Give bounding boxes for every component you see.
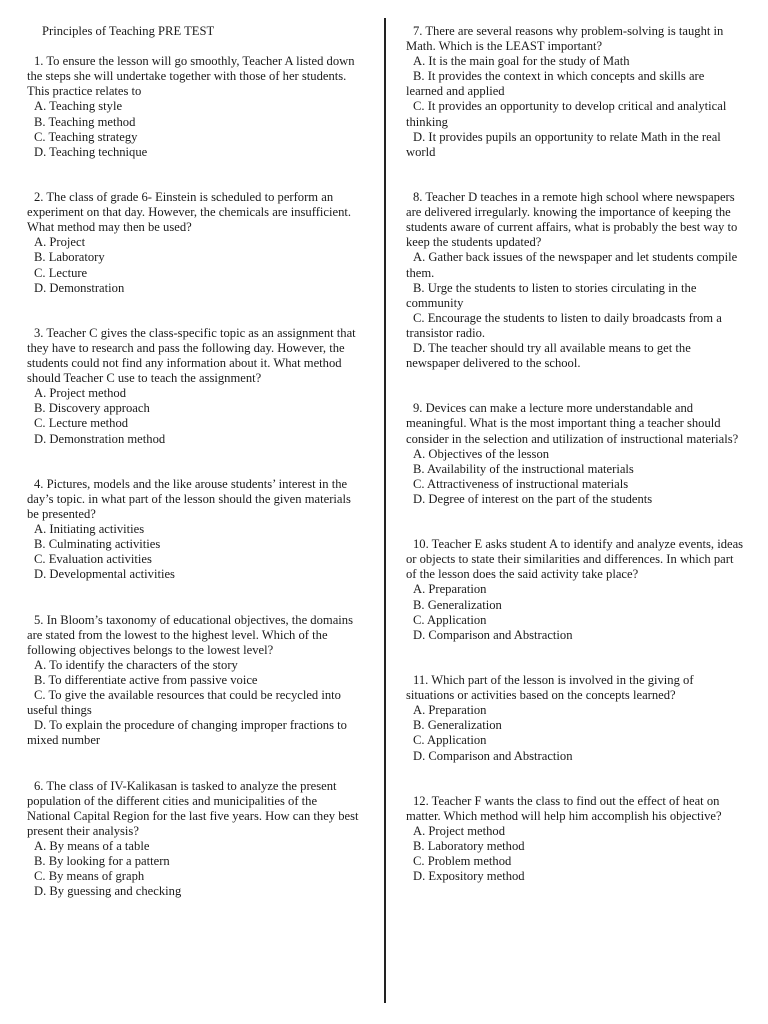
- question-11: [406, 673, 744, 764]
- question-2: [27, 190, 363, 296]
- option-a: A. Preparation: [413, 703, 487, 718]
- question-1: [27, 54, 363, 160]
- question-12: [406, 794, 744, 885]
- option-d: D. Teaching technique: [34, 144, 148, 159]
- option-d: D. The teacher should try all available means to get the newspaper delivered to the school.: [406, 340, 691, 371]
- option-c: C. Lecture: [34, 265, 88, 280]
- question-4: [27, 477, 363, 583]
- option-a: A. Project: [34, 235, 86, 250]
- question-stem: 8. Teacher D teaches in a remote high school where newspapers are delivered irregularly. knowing the importance of keeping the students aware of current affairs, what is probably the best way to keep the students updated?: [406, 190, 738, 250]
- question-stem: 10. Teacher E asks student A to identify and analyze events, ideas or objects to state their similarities and differences. In which part of the lesson does the said activity take place?: [406, 537, 744, 582]
- option-d: D. By guessing and checking: [34, 884, 182, 899]
- question-stem: 4. Pictures, models and the like arouse students’ interest in the day’s topic. in what part of the lesson should the given materials be presented?: [27, 476, 351, 521]
- option-d: D. Comparison and Abstraction: [413, 748, 573, 763]
- option-d: D. Demonstration method: [34, 431, 166, 446]
- option-c: C. It provides an opportunity to develop critical and analytical thinking: [406, 99, 727, 129]
- option-d: D. Demonstration: [34, 280, 125, 295]
- column-divider: [384, 18, 386, 1003]
- option-a: A. To identify the characters of the story: [34, 657, 238, 672]
- question-stem: 12. Teacher F wants the class to find out the effect of heat on matter. Which method will help him accomplish his objective?: [406, 793, 722, 823]
- option-b: B. Teaching method: [34, 114, 136, 129]
- option-c: C. Teaching strategy: [34, 129, 138, 144]
- option-a: A. It is the main goal for the study of Math: [413, 54, 630, 69]
- option-b: B. To differentiate active from passive voice: [34, 673, 258, 688]
- option-b: B. Laboratory: [34, 250, 105, 265]
- option-d: D. Degree of interest on the part of the students: [413, 491, 653, 506]
- option-a: A. By means of a table: [34, 839, 150, 854]
- option-d: D. Developmental activities: [34, 567, 175, 582]
- option-a: A. Gather back issues of the newspaper and let students compile them.: [406, 250, 738, 280]
- option-b: B. Discovery approach: [34, 401, 150, 416]
- option-c: C. To give the available resources that could be recycled into useful things: [27, 688, 341, 718]
- option-c: C. Application: [413, 733, 487, 748]
- question-10: [406, 537, 744, 643]
- document-title: Principles of Teaching PRE TEST: [42, 24, 215, 38]
- right-column: [406, 24, 744, 884]
- option-b: B. Laboratory method: [413, 839, 525, 854]
- option-a: A. Preparation: [413, 582, 487, 597]
- option-c: C. Encourage the students to listen to daily broadcasts from a transistor radio.: [406, 310, 722, 340]
- question-stem: 5. In Bloom’s taxonomy of educational objectives, the domains are stated from the lowest to the highest level. Which of the following objectives belongs to the lowest level?: [27, 612, 353, 657]
- left-column: [27, 24, 363, 899]
- question-stem: 7. There are several reasons why problem-solving is taught in Math. Which is the LEAST important?: [406, 24, 724, 54]
- option-d: D. To explain the procedure of changing improper fractions to mixed number: [27, 718, 347, 748]
- option-c: C. Evaluation activities: [34, 552, 152, 567]
- option-b: B. Availability of the instructional materials: [413, 461, 634, 476]
- option-a: A. Initiating activities: [34, 522, 145, 537]
- question-stem: 1. To ensure the lesson will go smoothly, Teacher A listed down the steps she will undertake together with those of her students. This practice relates to: [27, 54, 355, 99]
- option-c: C. Lecture method: [34, 416, 129, 431]
- option-d: D. Comparison and Abstraction: [413, 627, 573, 642]
- option-a: A. Teaching style: [34, 99, 123, 114]
- option-b: B. Generalization: [413, 597, 502, 612]
- question-stem: 6. The class of IV-Kalikasan is tasked to analyze the present population of the different cities and municipalities of the National Capital Region for the last five years. How can they best present their analysis?: [27, 778, 359, 838]
- option-b: B. It provides the context in which concepts and skills are learned and applied: [406, 69, 705, 99]
- question-6: [27, 779, 363, 900]
- question-stem: 11. Which part of the lesson is involved in the giving of situations or activities based on the concepts learned?: [406, 673, 694, 703]
- option-d: D. Expository method: [413, 869, 525, 884]
- option-b: B. Urge the students to listen to stories circulating in the community: [406, 280, 697, 310]
- option-a: A. Objectives of the lesson: [413, 446, 550, 461]
- option-b: B. Culminating activities: [34, 537, 161, 552]
- question-7: [406, 24, 744, 160]
- option-d: D. It provides pupils an opportunity to relate Math in the real world: [406, 129, 721, 159]
- option-c: C. By means of graph: [34, 869, 145, 884]
- question-5: [27, 613, 363, 749]
- option-c: C. Attractiveness of instructional materials: [413, 476, 629, 491]
- option-c: C. Application: [413, 612, 487, 627]
- option-b: B. Generalization: [413, 718, 502, 733]
- question-9: [406, 401, 744, 507]
- option-b: B. By looking for a pattern: [34, 854, 170, 869]
- option-a: A. Project method: [34, 386, 126, 401]
- question-stem: 9. Devices can make a lecture more understandable and meaningful. What is the most important thing a teacher should consider in the selection and utilization of instructional materials?: [406, 401, 739, 446]
- option-a: A. Project method: [413, 823, 505, 838]
- option-c: C. Problem method: [413, 854, 512, 869]
- question-8: [406, 190, 744, 371]
- question-3: [27, 326, 363, 447]
- question-stem: 2. The class of grade 6- Einstein is scheduled to perform an experiment on that day. However, the chemicals are insufficient. What method may then be used?: [27, 190, 352, 235]
- question-stem: 3. Teacher C gives the class-specific topic as an assignment that they have to research and pass the following day. However, the students could not find any information about it. What method should Teacher C use to teach the assignment?: [27, 325, 356, 386]
